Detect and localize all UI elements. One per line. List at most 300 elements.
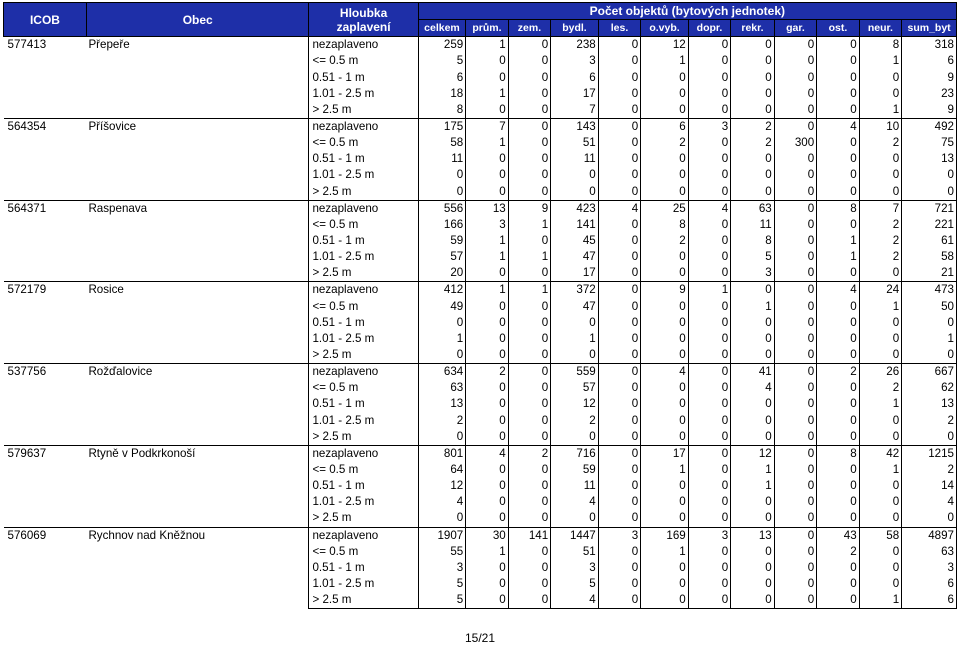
cell-value: 0	[466, 462, 508, 478]
cell-value: 141	[508, 527, 550, 544]
cell-value: 1907	[418, 527, 466, 544]
cell-value: 13	[902, 151, 957, 167]
cell-value: 166	[418, 217, 466, 233]
cell-value: 0	[508, 413, 550, 429]
cell-obec	[86, 331, 309, 347]
cell-value: 0	[774, 510, 816, 527]
cell-value: 0	[817, 331, 859, 347]
cell-obec	[86, 544, 309, 560]
cell-level: 0.51 - 1 m	[309, 233, 418, 249]
cell-value: 0	[508, 429, 550, 446]
cell-value: 1	[859, 462, 901, 478]
cell-level: nezaplaveno	[309, 200, 418, 217]
cell-level: 1.01 - 2.5 m	[309, 86, 418, 102]
cell-obec: Rosice	[86, 282, 309, 299]
cell-value: 0	[859, 544, 901, 560]
table-row	[4, 299, 957, 315]
cell-value: 63	[731, 200, 774, 217]
cell-value: 0	[688, 576, 730, 592]
cell-value: 1	[859, 53, 901, 69]
cell-value: 0	[859, 576, 901, 592]
cell-value: 2	[859, 233, 901, 249]
cell-value: 5	[731, 249, 774, 265]
cell-icob	[4, 413, 87, 429]
cell-value: 0	[598, 184, 640, 201]
cell-value: 0	[418, 347, 466, 364]
cell-obec	[86, 315, 309, 331]
cell-value: 0	[688, 102, 730, 119]
cell-value: 0	[774, 544, 816, 560]
cell-value: 0	[688, 429, 730, 446]
cell-value: 0	[641, 265, 689, 282]
cell-value: 0	[774, 184, 816, 201]
cell-value: 0	[817, 217, 859, 233]
cell-value: 0	[598, 233, 640, 249]
cell-value: 0	[731, 494, 774, 510]
cell-value: 0	[774, 527, 816, 544]
header-col-1: prům.	[466, 20, 508, 37]
cell-value: 0	[817, 347, 859, 364]
cell-value: 4	[551, 494, 599, 510]
cell-value: 12	[731, 445, 774, 462]
cell-value: 0	[688, 347, 730, 364]
cell-level: 1.01 - 2.5 m	[309, 167, 418, 183]
cell-value: 0	[817, 462, 859, 478]
cell-icob	[4, 494, 87, 510]
cell-obec: Rtyně v Podkrkonoší	[86, 445, 309, 462]
cell-value: 0	[466, 315, 508, 331]
table-row	[4, 282, 957, 299]
cell-value: 0	[859, 70, 901, 86]
cell-value: 62	[902, 380, 957, 396]
cell-value: 0	[466, 380, 508, 396]
cell-value: 17	[551, 265, 599, 282]
cell-value: 0	[774, 37, 816, 54]
cell-level: 1.01 - 2.5 m	[309, 413, 418, 429]
cell-value: 4	[731, 380, 774, 396]
cell-obec	[86, 102, 309, 119]
cell-icob	[4, 135, 87, 151]
cell-value: 0	[508, 86, 550, 102]
cell-obec: Rožďalovice	[86, 364, 309, 381]
cell-value: 2	[859, 380, 901, 396]
cell-value: 47	[551, 299, 599, 315]
table-row	[4, 510, 957, 527]
cell-value: 0	[817, 396, 859, 412]
cell-value: 59	[551, 462, 599, 478]
cell-value: 63	[418, 380, 466, 396]
cell-value: 1	[641, 462, 689, 478]
cell-value: 49	[418, 299, 466, 315]
cell-value: 1	[731, 478, 774, 494]
cell-value: 716	[551, 445, 599, 462]
header-col-2: zem.	[508, 20, 550, 37]
cell-level: <= 0.5 m	[309, 53, 418, 69]
cell-obec	[86, 592, 309, 609]
cell-value: 51	[551, 544, 599, 560]
header-col-7: rekr.	[731, 20, 774, 37]
cell-icob	[4, 592, 87, 609]
cell-value: 0	[598, 53, 640, 69]
cell-value: 0	[688, 53, 730, 69]
cell-level: <= 0.5 m	[309, 217, 418, 233]
cell-value: 41	[731, 364, 774, 381]
cell-value: 61	[902, 233, 957, 249]
cell-value: 0	[688, 249, 730, 265]
cell-value: 0	[774, 282, 816, 299]
cell-value: 0	[551, 184, 599, 201]
cell-level: 0.51 - 1 m	[309, 396, 418, 412]
cell-value: 0	[859, 494, 901, 510]
cell-value: 4897	[902, 527, 957, 544]
cell-value: 0	[731, 347, 774, 364]
cell-value: 0	[508, 151, 550, 167]
cell-value: 0	[508, 380, 550, 396]
cell-value: 2	[731, 118, 774, 135]
cell-value: 17	[551, 86, 599, 102]
cell-value: 13	[902, 396, 957, 412]
cell-value: 0	[774, 167, 816, 183]
cell-value: 0	[418, 429, 466, 446]
header-col-9: ost.	[817, 20, 859, 37]
cell-value: 169	[641, 527, 689, 544]
cell-value: 0	[859, 315, 901, 331]
cell-value: 0	[598, 315, 640, 331]
table-row	[4, 53, 957, 69]
cell-value: 11	[551, 478, 599, 494]
cell-obec: Rychnov nad Kněžnou	[86, 527, 309, 544]
cell-value: 2	[859, 217, 901, 233]
cell-value: 0	[774, 396, 816, 412]
table-row	[4, 576, 957, 592]
cell-value: 0	[551, 429, 599, 446]
cell-value: 0	[731, 396, 774, 412]
cell-value: 1	[466, 282, 508, 299]
cell-value: 0	[774, 315, 816, 331]
cell-value: 0	[508, 299, 550, 315]
cell-value: 26	[859, 364, 901, 381]
cell-value: 0	[902, 429, 957, 446]
cell-value: 2	[418, 413, 466, 429]
cell-value: 0	[508, 70, 550, 86]
cell-level: > 2.5 m	[309, 510, 418, 527]
table-row	[4, 364, 957, 381]
cell-value: 3	[598, 527, 640, 544]
cell-value: 0	[731, 560, 774, 576]
cell-icob	[4, 86, 87, 102]
cell-value: 141	[551, 217, 599, 233]
cell-value: 0	[859, 151, 901, 167]
cell-value: 0	[774, 118, 816, 135]
cell-value: 0	[731, 413, 774, 429]
cell-value: 59	[418, 233, 466, 249]
cell-icob: 564371	[4, 200, 87, 217]
cell-value: 1	[859, 299, 901, 315]
table-body	[4, 37, 957, 609]
cell-value: 0	[598, 380, 640, 396]
cell-value: 0	[774, 592, 816, 609]
table-row	[4, 380, 957, 396]
cell-value: 6	[902, 576, 957, 592]
cell-value: 0	[774, 478, 816, 494]
cell-value: 1	[641, 53, 689, 69]
cell-value: 14	[902, 478, 957, 494]
cell-value: 0	[817, 102, 859, 119]
cell-value: 0	[598, 347, 640, 364]
table-row	[4, 86, 957, 102]
cell-value: 259	[418, 37, 466, 54]
cell-level: > 2.5 m	[309, 184, 418, 201]
cell-value: 0	[859, 331, 901, 347]
cell-value: 0	[508, 494, 550, 510]
cell-value: 0	[598, 37, 640, 54]
cell-level: 0.51 - 1 m	[309, 70, 418, 86]
cell-icob	[4, 53, 87, 69]
table-row	[4, 217, 957, 233]
cell-value: 5	[418, 592, 466, 609]
cell-value: 13	[466, 200, 508, 217]
table-row	[4, 200, 957, 217]
cell-value: 8	[641, 217, 689, 233]
cell-value: 4	[551, 592, 599, 609]
cell-value: 0	[774, 445, 816, 462]
cell-value: 0	[774, 265, 816, 282]
cell-value: 1215	[902, 445, 957, 462]
cell-value: 24	[859, 282, 901, 299]
cell-value: 0	[418, 510, 466, 527]
cell-value: 0	[641, 429, 689, 446]
cell-value: 0	[859, 184, 901, 201]
cell-value: 0	[817, 413, 859, 429]
cell-level: 1.01 - 2.5 m	[309, 331, 418, 347]
table-row	[4, 70, 957, 86]
cell-value: 0	[508, 576, 550, 592]
cell-value: 0	[598, 135, 640, 151]
cell-value: 9	[902, 70, 957, 86]
cell-value: 0	[688, 331, 730, 347]
header-hloubka-line2: zaplavení	[336, 19, 391, 34]
cell-obec	[86, 184, 309, 201]
cell-value: 0	[902, 167, 957, 183]
cell-value: 0	[466, 347, 508, 364]
cell-value: 0	[466, 331, 508, 347]
cell-icob	[4, 233, 87, 249]
cell-value: 0	[641, 478, 689, 494]
cell-value: 47	[551, 249, 599, 265]
cell-value: 0	[418, 167, 466, 183]
header-col-8: gar.	[774, 20, 816, 37]
header-col-3: bydl.	[551, 20, 599, 37]
cell-icob	[4, 217, 87, 233]
table-row	[4, 462, 957, 478]
table-row	[4, 429, 957, 446]
cell-level: 1.01 - 2.5 m	[309, 494, 418, 510]
cell-value: 3	[902, 560, 957, 576]
header-col-4: les.	[598, 20, 640, 37]
cell-value: 0	[731, 544, 774, 560]
cell-value: 0	[774, 86, 816, 102]
cell-value: 0	[466, 478, 508, 494]
cell-level: > 2.5 m	[309, 429, 418, 446]
cell-value: 8	[817, 200, 859, 217]
cell-value: 0	[731, 576, 774, 592]
cell-value: 0	[551, 347, 599, 364]
cell-value: 6	[902, 592, 957, 609]
cell-value: 0	[731, 331, 774, 347]
cell-value: 0	[859, 347, 901, 364]
header-col-6: dopr.	[688, 20, 730, 37]
cell-value: 21	[902, 265, 957, 282]
cell-value: 0	[859, 265, 901, 282]
cell-level: 0.51 - 1 m	[309, 315, 418, 331]
cell-obec	[86, 462, 309, 478]
cell-value: 0	[817, 135, 859, 151]
cell-value: 2	[902, 413, 957, 429]
cell-icob: 579637	[4, 445, 87, 462]
cell-value: 63	[902, 544, 957, 560]
cell-value: 0	[466, 413, 508, 429]
cell-level: nezaplaveno	[309, 118, 418, 135]
cell-value: 0	[902, 184, 957, 201]
cell-value: 2	[731, 135, 774, 151]
cell-obec	[86, 396, 309, 412]
cell-value: 556	[418, 200, 466, 217]
table-row	[4, 135, 957, 151]
cell-value: 0	[774, 70, 816, 86]
cell-value: 1	[688, 282, 730, 299]
cell-value: 0	[641, 299, 689, 315]
cell-value: 0	[688, 135, 730, 151]
cell-icob: 572179	[4, 282, 87, 299]
cell-value: 0	[641, 102, 689, 119]
cell-value: 801	[418, 445, 466, 462]
cell-icob	[4, 184, 87, 201]
cell-value: 2	[817, 364, 859, 381]
cell-value: 4	[641, 364, 689, 381]
cell-icob	[4, 167, 87, 183]
cell-value: 42	[859, 445, 901, 462]
cell-obec	[86, 233, 309, 249]
cell-value: 0	[466, 167, 508, 183]
cell-value: 58	[859, 527, 901, 544]
cell-value: 0	[598, 364, 640, 381]
cell-value: 7	[859, 200, 901, 217]
cell-value: 7	[551, 102, 599, 119]
cell-value: 0	[598, 102, 640, 119]
cell-value: 0	[817, 380, 859, 396]
cell-value: 6	[418, 70, 466, 86]
cell-value: 0	[641, 86, 689, 102]
table-row	[4, 347, 957, 364]
cell-value: 1	[731, 299, 774, 315]
cell-value: 318	[902, 37, 957, 54]
cell-value: 0	[598, 299, 640, 315]
cell-value: 0	[598, 265, 640, 282]
cell-level: nezaplaveno	[309, 282, 418, 299]
cell-value: 0	[508, 478, 550, 494]
cell-value: 0	[688, 592, 730, 609]
cell-value: 0	[688, 494, 730, 510]
cell-value: 0	[731, 151, 774, 167]
cell-value: 8	[859, 37, 901, 54]
cell-icob	[4, 429, 87, 446]
cell-level: 1.01 - 2.5 m	[309, 576, 418, 592]
cell-value: 0	[817, 576, 859, 592]
cell-value: 9	[508, 200, 550, 217]
cell-value: 0	[688, 217, 730, 233]
cell-value: 0	[641, 413, 689, 429]
cell-level: > 2.5 m	[309, 265, 418, 282]
cell-value: 4	[688, 200, 730, 217]
cell-value: 0	[466, 184, 508, 201]
cell-level: > 2.5 m	[309, 592, 418, 609]
cell-value: 559	[551, 364, 599, 381]
cell-value: 0	[641, 347, 689, 364]
cell-value: 30	[466, 527, 508, 544]
table-row	[4, 249, 957, 265]
header-col-0: celkem	[418, 20, 466, 37]
cell-value: 0	[731, 70, 774, 86]
cell-value: 25	[641, 200, 689, 217]
cell-value: 0	[508, 315, 550, 331]
cell-value: 0	[598, 445, 640, 462]
cell-icob: 564354	[4, 118, 87, 135]
cell-value: 1	[508, 282, 550, 299]
cell-value: 0	[688, 462, 730, 478]
cell-icob	[4, 265, 87, 282]
cell-value: 0	[774, 364, 816, 381]
cell-value: 473	[902, 282, 957, 299]
cell-value: 5	[418, 576, 466, 592]
cell-value: 0	[817, 494, 859, 510]
cell-level: nezaplaveno	[309, 364, 418, 381]
cell-obec: Přepeře	[86, 37, 309, 54]
table-row	[4, 184, 957, 201]
cell-icob	[4, 315, 87, 331]
cell-value: 0	[902, 315, 957, 331]
header-icob: ICOB	[4, 3, 87, 37]
cell-value: 1	[859, 396, 901, 412]
cell-value: 0	[817, 429, 859, 446]
cell-value: 0	[688, 167, 730, 183]
cell-obec	[86, 167, 309, 183]
cell-value: 0	[731, 53, 774, 69]
cell-value: 0	[817, 560, 859, 576]
cell-value: 9	[641, 282, 689, 299]
cell-value: 0	[731, 282, 774, 299]
cell-value: 0	[641, 167, 689, 183]
cell-value: 1	[466, 233, 508, 249]
cell-value: 0	[817, 510, 859, 527]
table-row	[4, 102, 957, 119]
cell-level: <= 0.5 m	[309, 462, 418, 478]
cell-value: 1	[466, 544, 508, 560]
cell-value: 3	[418, 560, 466, 576]
cell-value: 8	[731, 233, 774, 249]
table-row	[4, 167, 957, 183]
cell-value: 64	[418, 462, 466, 478]
cell-value: 55	[418, 544, 466, 560]
cell-value: 11	[418, 151, 466, 167]
cell-value: 11	[731, 217, 774, 233]
cell-value: 0	[466, 265, 508, 282]
cell-icob	[4, 560, 87, 576]
cell-value: 58	[902, 249, 957, 265]
cell-value: 0	[598, 86, 640, 102]
cell-value: 0	[508, 37, 550, 54]
cell-value: 0	[817, 151, 859, 167]
cell-value: 0	[688, 70, 730, 86]
